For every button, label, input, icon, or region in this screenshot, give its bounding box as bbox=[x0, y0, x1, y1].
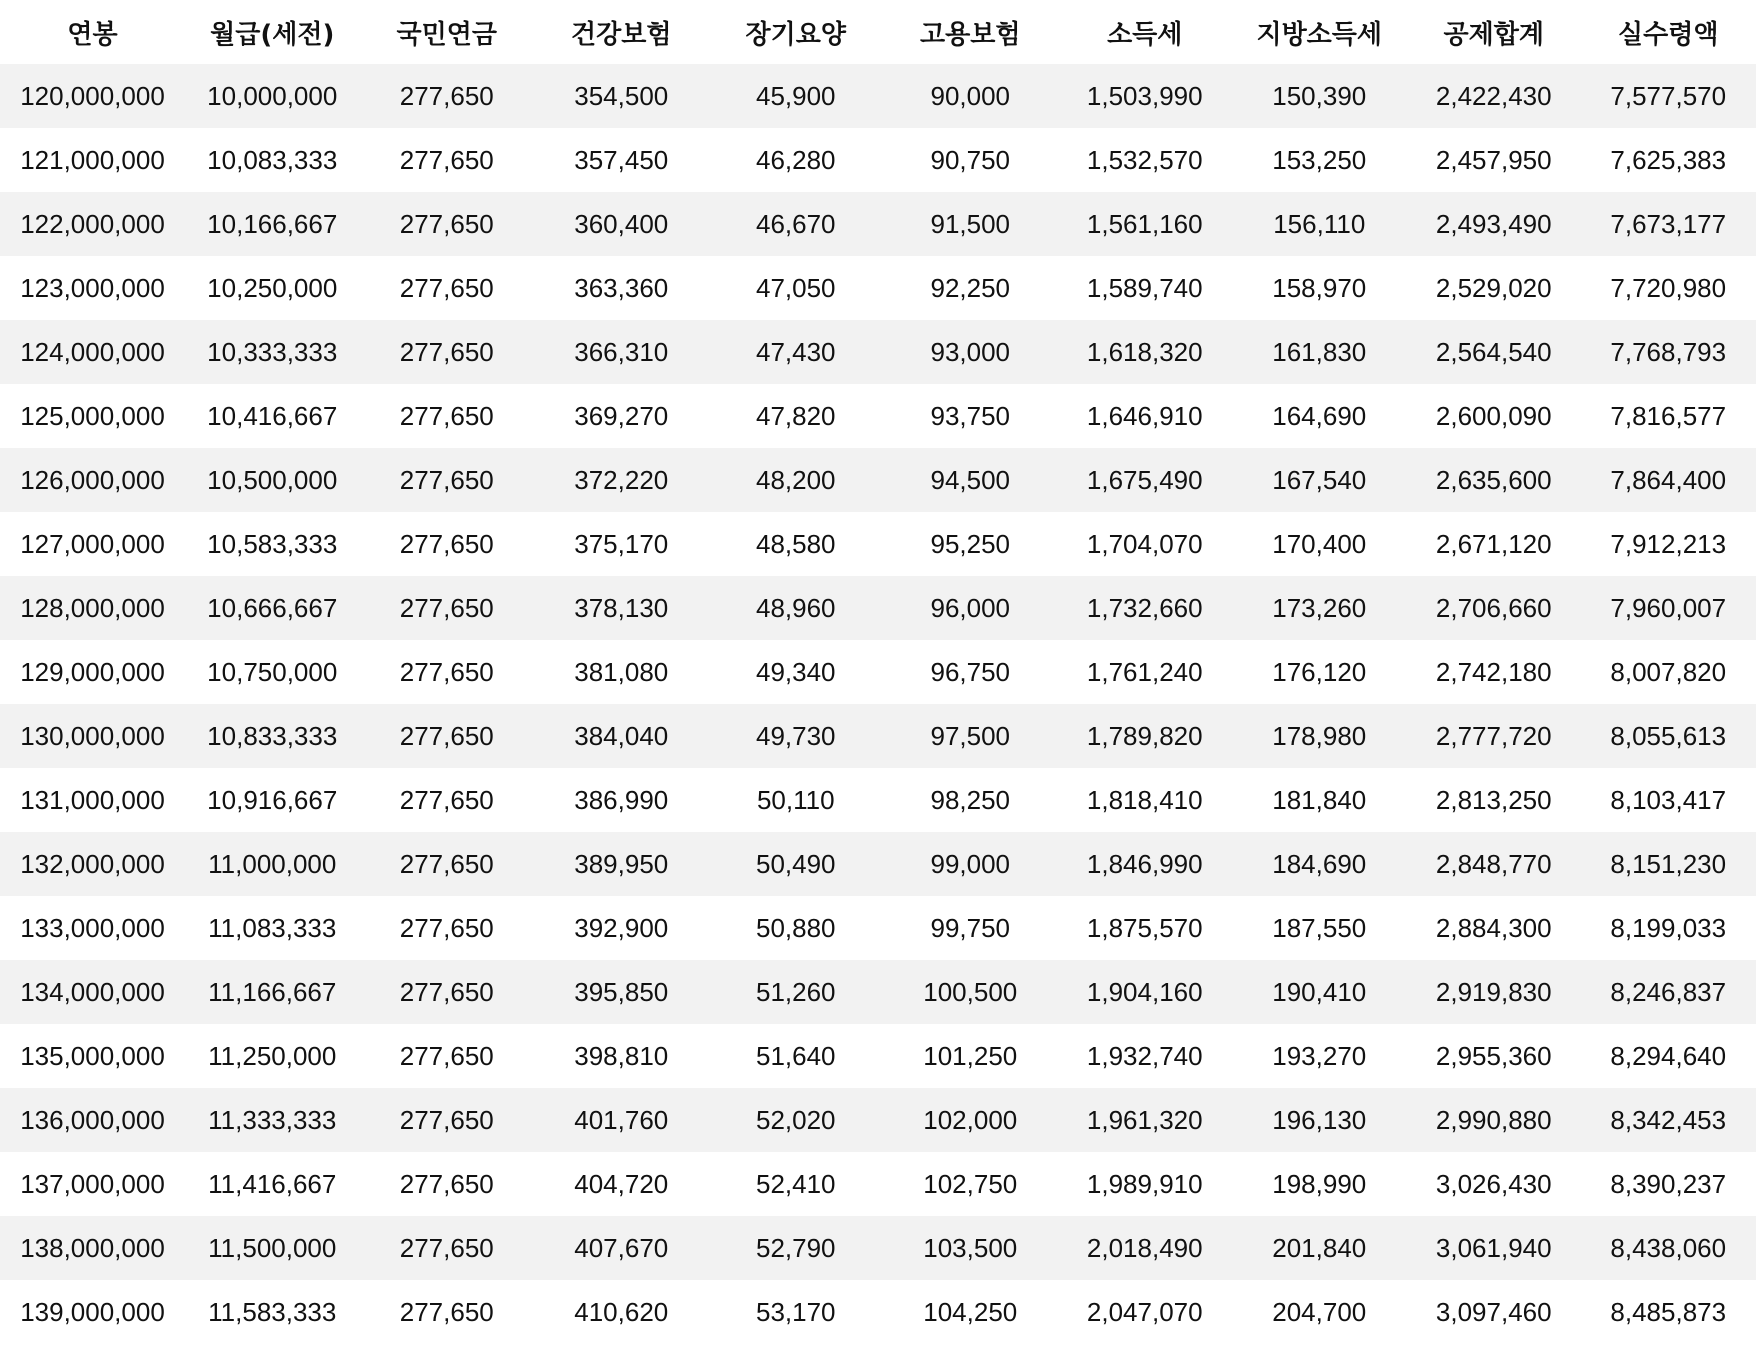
table-row bbox=[0, 832, 1756, 896]
cell-health-insurance: 375,170 bbox=[534, 512, 709, 576]
cell-income-tax: 1,732,660 bbox=[1058, 576, 1233, 640]
cell-total-deduction: 2,529,020 bbox=[1407, 256, 1582, 320]
cell-monthly-pretax: 11,333,333 bbox=[185, 1088, 360, 1152]
table-row bbox=[0, 256, 1756, 320]
cell-net-pay: 7,625,383 bbox=[1581, 128, 1756, 192]
header-monthly-pretax: 월급(세전) bbox=[185, 0, 360, 64]
cell-employment-insurance: 102,000 bbox=[883, 1088, 1058, 1152]
cell-local-income-tax: 156,110 bbox=[1232, 192, 1407, 256]
cell-national-pension: 277,650 bbox=[360, 192, 535, 256]
cell-net-pay: 8,007,820 bbox=[1581, 640, 1756, 704]
cell-employment-insurance: 93,750 bbox=[883, 384, 1058, 448]
cell-employment-insurance: 97,500 bbox=[883, 704, 1058, 768]
cell-income-tax: 1,875,570 bbox=[1058, 896, 1233, 960]
cell-local-income-tax: 176,120 bbox=[1232, 640, 1407, 704]
cell-total-deduction: 2,848,770 bbox=[1407, 832, 1582, 896]
cell-local-income-tax: 190,410 bbox=[1232, 960, 1407, 1024]
cell-net-pay: 8,055,613 bbox=[1581, 704, 1756, 768]
table-row bbox=[0, 448, 1756, 512]
cell-net-pay: 7,720,980 bbox=[1581, 256, 1756, 320]
cell-total-deduction: 2,671,120 bbox=[1407, 512, 1582, 576]
cell-national-pension: 277,650 bbox=[360, 256, 535, 320]
cell-national-pension: 277,650 bbox=[360, 64, 535, 128]
cell-health-insurance: 404,720 bbox=[534, 1152, 709, 1216]
cell-health-insurance: 410,620 bbox=[534, 1280, 709, 1344]
cell-employment-insurance: 91,500 bbox=[883, 192, 1058, 256]
cell-long-term-care: 50,490 bbox=[709, 832, 884, 896]
cell-total-deduction: 2,884,300 bbox=[1407, 896, 1582, 960]
cell-employment-insurance: 96,000 bbox=[883, 576, 1058, 640]
cell-income-tax: 1,589,740 bbox=[1058, 256, 1233, 320]
header-employment-insurance: 고용보험 bbox=[883, 0, 1058, 64]
cell-local-income-tax: 184,690 bbox=[1232, 832, 1407, 896]
header-long-term-care: 장기요양 bbox=[709, 0, 884, 64]
cell-national-pension: 277,650 bbox=[360, 768, 535, 832]
cell-annual-salary: 133,000,000 bbox=[0, 896, 185, 960]
cell-long-term-care: 48,960 bbox=[709, 576, 884, 640]
cell-total-deduction: 3,061,940 bbox=[1407, 1216, 1582, 1280]
cell-net-pay: 8,485,873 bbox=[1581, 1280, 1756, 1344]
cell-annual-salary: 124,000,000 bbox=[0, 320, 185, 384]
cell-local-income-tax: 170,400 bbox=[1232, 512, 1407, 576]
cell-national-pension: 277,650 bbox=[360, 896, 535, 960]
cell-annual-salary: 138,000,000 bbox=[0, 1216, 185, 1280]
cell-health-insurance: 381,080 bbox=[534, 640, 709, 704]
cell-net-pay: 7,577,570 bbox=[1581, 64, 1756, 128]
cell-long-term-care: 47,430 bbox=[709, 320, 884, 384]
cell-income-tax: 2,018,490 bbox=[1058, 1216, 1233, 1280]
cell-national-pension: 277,650 bbox=[360, 832, 535, 896]
cell-net-pay: 7,673,177 bbox=[1581, 192, 1756, 256]
cell-employment-insurance: 99,000 bbox=[883, 832, 1058, 896]
cell-monthly-pretax: 10,000,000 bbox=[185, 64, 360, 128]
cell-income-tax: 1,561,160 bbox=[1058, 192, 1233, 256]
cell-long-term-care: 52,020 bbox=[709, 1088, 884, 1152]
cell-net-pay: 8,199,033 bbox=[1581, 896, 1756, 960]
cell-total-deduction: 2,422,430 bbox=[1407, 64, 1582, 128]
cell-monthly-pretax: 11,416,667 bbox=[185, 1152, 360, 1216]
cell-net-pay: 7,768,793 bbox=[1581, 320, 1756, 384]
cell-total-deduction: 2,706,660 bbox=[1407, 576, 1582, 640]
cell-health-insurance: 389,950 bbox=[534, 832, 709, 896]
cell-monthly-pretax: 10,083,333 bbox=[185, 128, 360, 192]
table-row bbox=[0, 192, 1756, 256]
cell-employment-insurance: 94,500 bbox=[883, 448, 1058, 512]
cell-local-income-tax: 178,980 bbox=[1232, 704, 1407, 768]
header-net-pay: 실수령액 bbox=[1581, 0, 1756, 64]
cell-annual-salary: 136,000,000 bbox=[0, 1088, 185, 1152]
cell-national-pension: 277,650 bbox=[360, 576, 535, 640]
table-row bbox=[0, 384, 1756, 448]
cell-annual-salary: 127,000,000 bbox=[0, 512, 185, 576]
cell-employment-insurance: 93,000 bbox=[883, 320, 1058, 384]
cell-national-pension: 277,650 bbox=[360, 128, 535, 192]
cell-employment-insurance: 99,750 bbox=[883, 896, 1058, 960]
cell-income-tax: 1,904,160 bbox=[1058, 960, 1233, 1024]
cell-income-tax: 1,989,910 bbox=[1058, 1152, 1233, 1216]
table-row bbox=[0, 1152, 1756, 1216]
cell-health-insurance: 372,220 bbox=[534, 448, 709, 512]
cell-total-deduction: 2,742,180 bbox=[1407, 640, 1582, 704]
cell-employment-insurance: 102,750 bbox=[883, 1152, 1058, 1216]
table-row bbox=[0, 128, 1756, 192]
table-row bbox=[0, 1024, 1756, 1088]
cell-employment-insurance: 100,500 bbox=[883, 960, 1058, 1024]
cell-total-deduction: 2,457,950 bbox=[1407, 128, 1582, 192]
cell-local-income-tax: 201,840 bbox=[1232, 1216, 1407, 1280]
cell-employment-insurance: 96,750 bbox=[883, 640, 1058, 704]
cell-net-pay: 8,151,230 bbox=[1581, 832, 1756, 896]
cell-long-term-care: 53,170 bbox=[709, 1280, 884, 1344]
cell-long-term-care: 46,280 bbox=[709, 128, 884, 192]
cell-annual-salary: 130,000,000 bbox=[0, 704, 185, 768]
cell-national-pension: 277,650 bbox=[360, 704, 535, 768]
table-row bbox=[0, 640, 1756, 704]
cell-long-term-care: 50,880 bbox=[709, 896, 884, 960]
cell-national-pension: 277,650 bbox=[360, 960, 535, 1024]
cell-local-income-tax: 193,270 bbox=[1232, 1024, 1407, 1088]
cell-long-term-care: 49,730 bbox=[709, 704, 884, 768]
cell-monthly-pretax: 11,500,000 bbox=[185, 1216, 360, 1280]
cell-local-income-tax: 158,970 bbox=[1232, 256, 1407, 320]
cell-health-insurance: 357,450 bbox=[534, 128, 709, 192]
header-health-insurance: 건강보험 bbox=[534, 0, 709, 64]
cell-income-tax: 1,932,740 bbox=[1058, 1024, 1233, 1088]
cell-income-tax: 1,704,070 bbox=[1058, 512, 1233, 576]
cell-long-term-care: 49,340 bbox=[709, 640, 884, 704]
table-row bbox=[0, 1216, 1756, 1280]
cell-local-income-tax: 198,990 bbox=[1232, 1152, 1407, 1216]
table-row bbox=[0, 896, 1756, 960]
cell-national-pension: 277,650 bbox=[360, 1152, 535, 1216]
cell-total-deduction: 2,777,720 bbox=[1407, 704, 1582, 768]
cell-employment-insurance: 103,500 bbox=[883, 1216, 1058, 1280]
cell-health-insurance: 369,270 bbox=[534, 384, 709, 448]
cell-employment-insurance: 92,250 bbox=[883, 256, 1058, 320]
cell-total-deduction: 2,919,830 bbox=[1407, 960, 1582, 1024]
cell-annual-salary: 126,000,000 bbox=[0, 448, 185, 512]
cell-total-deduction: 3,026,430 bbox=[1407, 1152, 1582, 1216]
cell-net-pay: 7,864,400 bbox=[1581, 448, 1756, 512]
cell-employment-insurance: 98,250 bbox=[883, 768, 1058, 832]
cell-national-pension: 277,650 bbox=[360, 1024, 535, 1088]
cell-net-pay: 8,103,417 bbox=[1581, 768, 1756, 832]
cell-employment-insurance: 90,000 bbox=[883, 64, 1058, 128]
table-row bbox=[0, 1280, 1756, 1344]
cell-monthly-pretax: 11,250,000 bbox=[185, 1024, 360, 1088]
cell-local-income-tax: 181,840 bbox=[1232, 768, 1407, 832]
cell-employment-insurance: 90,750 bbox=[883, 128, 1058, 192]
cell-monthly-pretax: 11,166,667 bbox=[185, 960, 360, 1024]
cell-total-deduction: 2,600,090 bbox=[1407, 384, 1582, 448]
cell-income-tax: 1,789,820 bbox=[1058, 704, 1233, 768]
cell-income-tax: 1,818,410 bbox=[1058, 768, 1233, 832]
cell-income-tax: 2,047,070 bbox=[1058, 1280, 1233, 1344]
cell-long-term-care: 52,410 bbox=[709, 1152, 884, 1216]
cell-total-deduction: 2,990,880 bbox=[1407, 1088, 1582, 1152]
cell-income-tax: 1,761,240 bbox=[1058, 640, 1233, 704]
cell-net-pay: 8,342,453 bbox=[1581, 1088, 1756, 1152]
cell-long-term-care: 48,580 bbox=[709, 512, 884, 576]
cell-national-pension: 277,650 bbox=[360, 1216, 535, 1280]
cell-total-deduction: 2,955,360 bbox=[1407, 1024, 1582, 1088]
cell-annual-salary: 134,000,000 bbox=[0, 960, 185, 1024]
cell-annual-salary: 129,000,000 bbox=[0, 640, 185, 704]
cell-monthly-pretax: 10,666,667 bbox=[185, 576, 360, 640]
cell-long-term-care: 47,820 bbox=[709, 384, 884, 448]
cell-total-deduction: 2,813,250 bbox=[1407, 768, 1582, 832]
table-row bbox=[0, 768, 1756, 832]
cell-local-income-tax: 187,550 bbox=[1232, 896, 1407, 960]
cell-local-income-tax: 173,260 bbox=[1232, 576, 1407, 640]
cell-health-insurance: 378,130 bbox=[534, 576, 709, 640]
cell-health-insurance: 360,400 bbox=[534, 192, 709, 256]
header-local-income-tax: 지방소득세 bbox=[1232, 0, 1407, 64]
cell-monthly-pretax: 11,083,333 bbox=[185, 896, 360, 960]
cell-income-tax: 1,961,320 bbox=[1058, 1088, 1233, 1152]
cell-long-term-care: 45,900 bbox=[709, 64, 884, 128]
cell-monthly-pretax: 10,750,000 bbox=[185, 640, 360, 704]
cell-monthly-pretax: 10,166,667 bbox=[185, 192, 360, 256]
cell-national-pension: 277,650 bbox=[360, 1088, 535, 1152]
cell-monthly-pretax: 10,333,333 bbox=[185, 320, 360, 384]
cell-health-insurance: 386,990 bbox=[534, 768, 709, 832]
table-row bbox=[0, 320, 1756, 384]
cell-health-insurance: 407,670 bbox=[534, 1216, 709, 1280]
cell-income-tax: 1,532,570 bbox=[1058, 128, 1233, 192]
table-body bbox=[0, 64, 1756, 1344]
cell-health-insurance: 384,040 bbox=[534, 704, 709, 768]
cell-national-pension: 277,650 bbox=[360, 1280, 535, 1344]
cell-health-insurance: 392,900 bbox=[534, 896, 709, 960]
cell-long-term-care: 46,670 bbox=[709, 192, 884, 256]
cell-monthly-pretax: 10,250,000 bbox=[185, 256, 360, 320]
cell-net-pay: 8,294,640 bbox=[1581, 1024, 1756, 1088]
cell-local-income-tax: 164,690 bbox=[1232, 384, 1407, 448]
cell-net-pay: 7,912,213 bbox=[1581, 512, 1756, 576]
cell-local-income-tax: 167,540 bbox=[1232, 448, 1407, 512]
header-annual-salary: 연봉 bbox=[0, 0, 185, 64]
cell-long-term-care: 48,200 bbox=[709, 448, 884, 512]
cell-monthly-pretax: 11,000,000 bbox=[185, 832, 360, 896]
cell-long-term-care: 51,640 bbox=[709, 1024, 884, 1088]
cell-long-term-care: 52,790 bbox=[709, 1216, 884, 1280]
header-total-deduction: 공제합계 bbox=[1407, 0, 1582, 64]
cell-net-pay: 8,390,237 bbox=[1581, 1152, 1756, 1216]
cell-long-term-care: 51,260 bbox=[709, 960, 884, 1024]
cell-annual-salary: 123,000,000 bbox=[0, 256, 185, 320]
cell-national-pension: 277,650 bbox=[360, 320, 535, 384]
cell-local-income-tax: 161,830 bbox=[1232, 320, 1407, 384]
cell-annual-salary: 132,000,000 bbox=[0, 832, 185, 896]
cell-monthly-pretax: 10,500,000 bbox=[185, 448, 360, 512]
header-income-tax: 소득세 bbox=[1058, 0, 1233, 64]
cell-annual-salary: 135,000,000 bbox=[0, 1024, 185, 1088]
cell-national-pension: 277,650 bbox=[360, 448, 535, 512]
cell-monthly-pretax: 10,916,667 bbox=[185, 768, 360, 832]
cell-annual-salary: 137,000,000 bbox=[0, 1152, 185, 1216]
cell-health-insurance: 398,810 bbox=[534, 1024, 709, 1088]
cell-total-deduction: 3,097,460 bbox=[1407, 1280, 1582, 1344]
table-row bbox=[0, 64, 1756, 128]
cell-health-insurance: 401,760 bbox=[534, 1088, 709, 1152]
table-row bbox=[0, 1088, 1756, 1152]
cell-net-pay: 8,438,060 bbox=[1581, 1216, 1756, 1280]
header-national-pension: 국민연금 bbox=[360, 0, 535, 64]
cell-income-tax: 1,646,910 bbox=[1058, 384, 1233, 448]
cell-monthly-pretax: 11,583,333 bbox=[185, 1280, 360, 1344]
cell-health-insurance: 395,850 bbox=[534, 960, 709, 1024]
cell-health-insurance: 354,500 bbox=[534, 64, 709, 128]
cell-net-pay: 8,246,837 bbox=[1581, 960, 1756, 1024]
cell-national-pension: 277,650 bbox=[360, 384, 535, 448]
cell-income-tax: 1,675,490 bbox=[1058, 448, 1233, 512]
cell-annual-salary: 128,000,000 bbox=[0, 576, 185, 640]
cell-health-insurance: 363,360 bbox=[534, 256, 709, 320]
cell-local-income-tax: 196,130 bbox=[1232, 1088, 1407, 1152]
cell-monthly-pretax: 10,583,333 bbox=[185, 512, 360, 576]
cell-income-tax: 1,618,320 bbox=[1058, 320, 1233, 384]
cell-monthly-pretax: 10,416,667 bbox=[185, 384, 360, 448]
cell-employment-insurance: 95,250 bbox=[883, 512, 1058, 576]
cell-net-pay: 7,816,577 bbox=[1581, 384, 1756, 448]
cell-long-term-care: 50,110 bbox=[709, 768, 884, 832]
cell-annual-salary: 121,000,000 bbox=[0, 128, 185, 192]
cell-total-deduction: 2,493,490 bbox=[1407, 192, 1582, 256]
cell-national-pension: 277,650 bbox=[360, 512, 535, 576]
cell-net-pay: 7,960,007 bbox=[1581, 576, 1756, 640]
cell-annual-salary: 131,000,000 bbox=[0, 768, 185, 832]
cell-national-pension: 277,650 bbox=[360, 640, 535, 704]
cell-annual-salary: 139,000,000 bbox=[0, 1280, 185, 1344]
cell-annual-salary: 122,000,000 bbox=[0, 192, 185, 256]
table-row bbox=[0, 576, 1756, 640]
cell-employment-insurance: 101,250 bbox=[883, 1024, 1058, 1088]
cell-local-income-tax: 204,700 bbox=[1232, 1280, 1407, 1344]
cell-total-deduction: 2,635,600 bbox=[1407, 448, 1582, 512]
cell-income-tax: 1,846,990 bbox=[1058, 832, 1233, 896]
cell-monthly-pretax: 10,833,333 bbox=[185, 704, 360, 768]
cell-local-income-tax: 150,390 bbox=[1232, 64, 1407, 128]
cell-income-tax: 1,503,990 bbox=[1058, 64, 1233, 128]
cell-local-income-tax: 153,250 bbox=[1232, 128, 1407, 192]
cell-health-insurance: 366,310 bbox=[534, 320, 709, 384]
table-row bbox=[0, 960, 1756, 1024]
table-row bbox=[0, 512, 1756, 576]
cell-total-deduction: 2,564,540 bbox=[1407, 320, 1582, 384]
table-row bbox=[0, 704, 1756, 768]
cell-annual-salary: 125,000,000 bbox=[0, 384, 185, 448]
cell-annual-salary: 120,000,000 bbox=[0, 64, 185, 128]
cell-employment-insurance: 104,250 bbox=[883, 1280, 1058, 1344]
cell-long-term-care: 47,050 bbox=[709, 256, 884, 320]
table-header-row bbox=[0, 0, 1756, 64]
